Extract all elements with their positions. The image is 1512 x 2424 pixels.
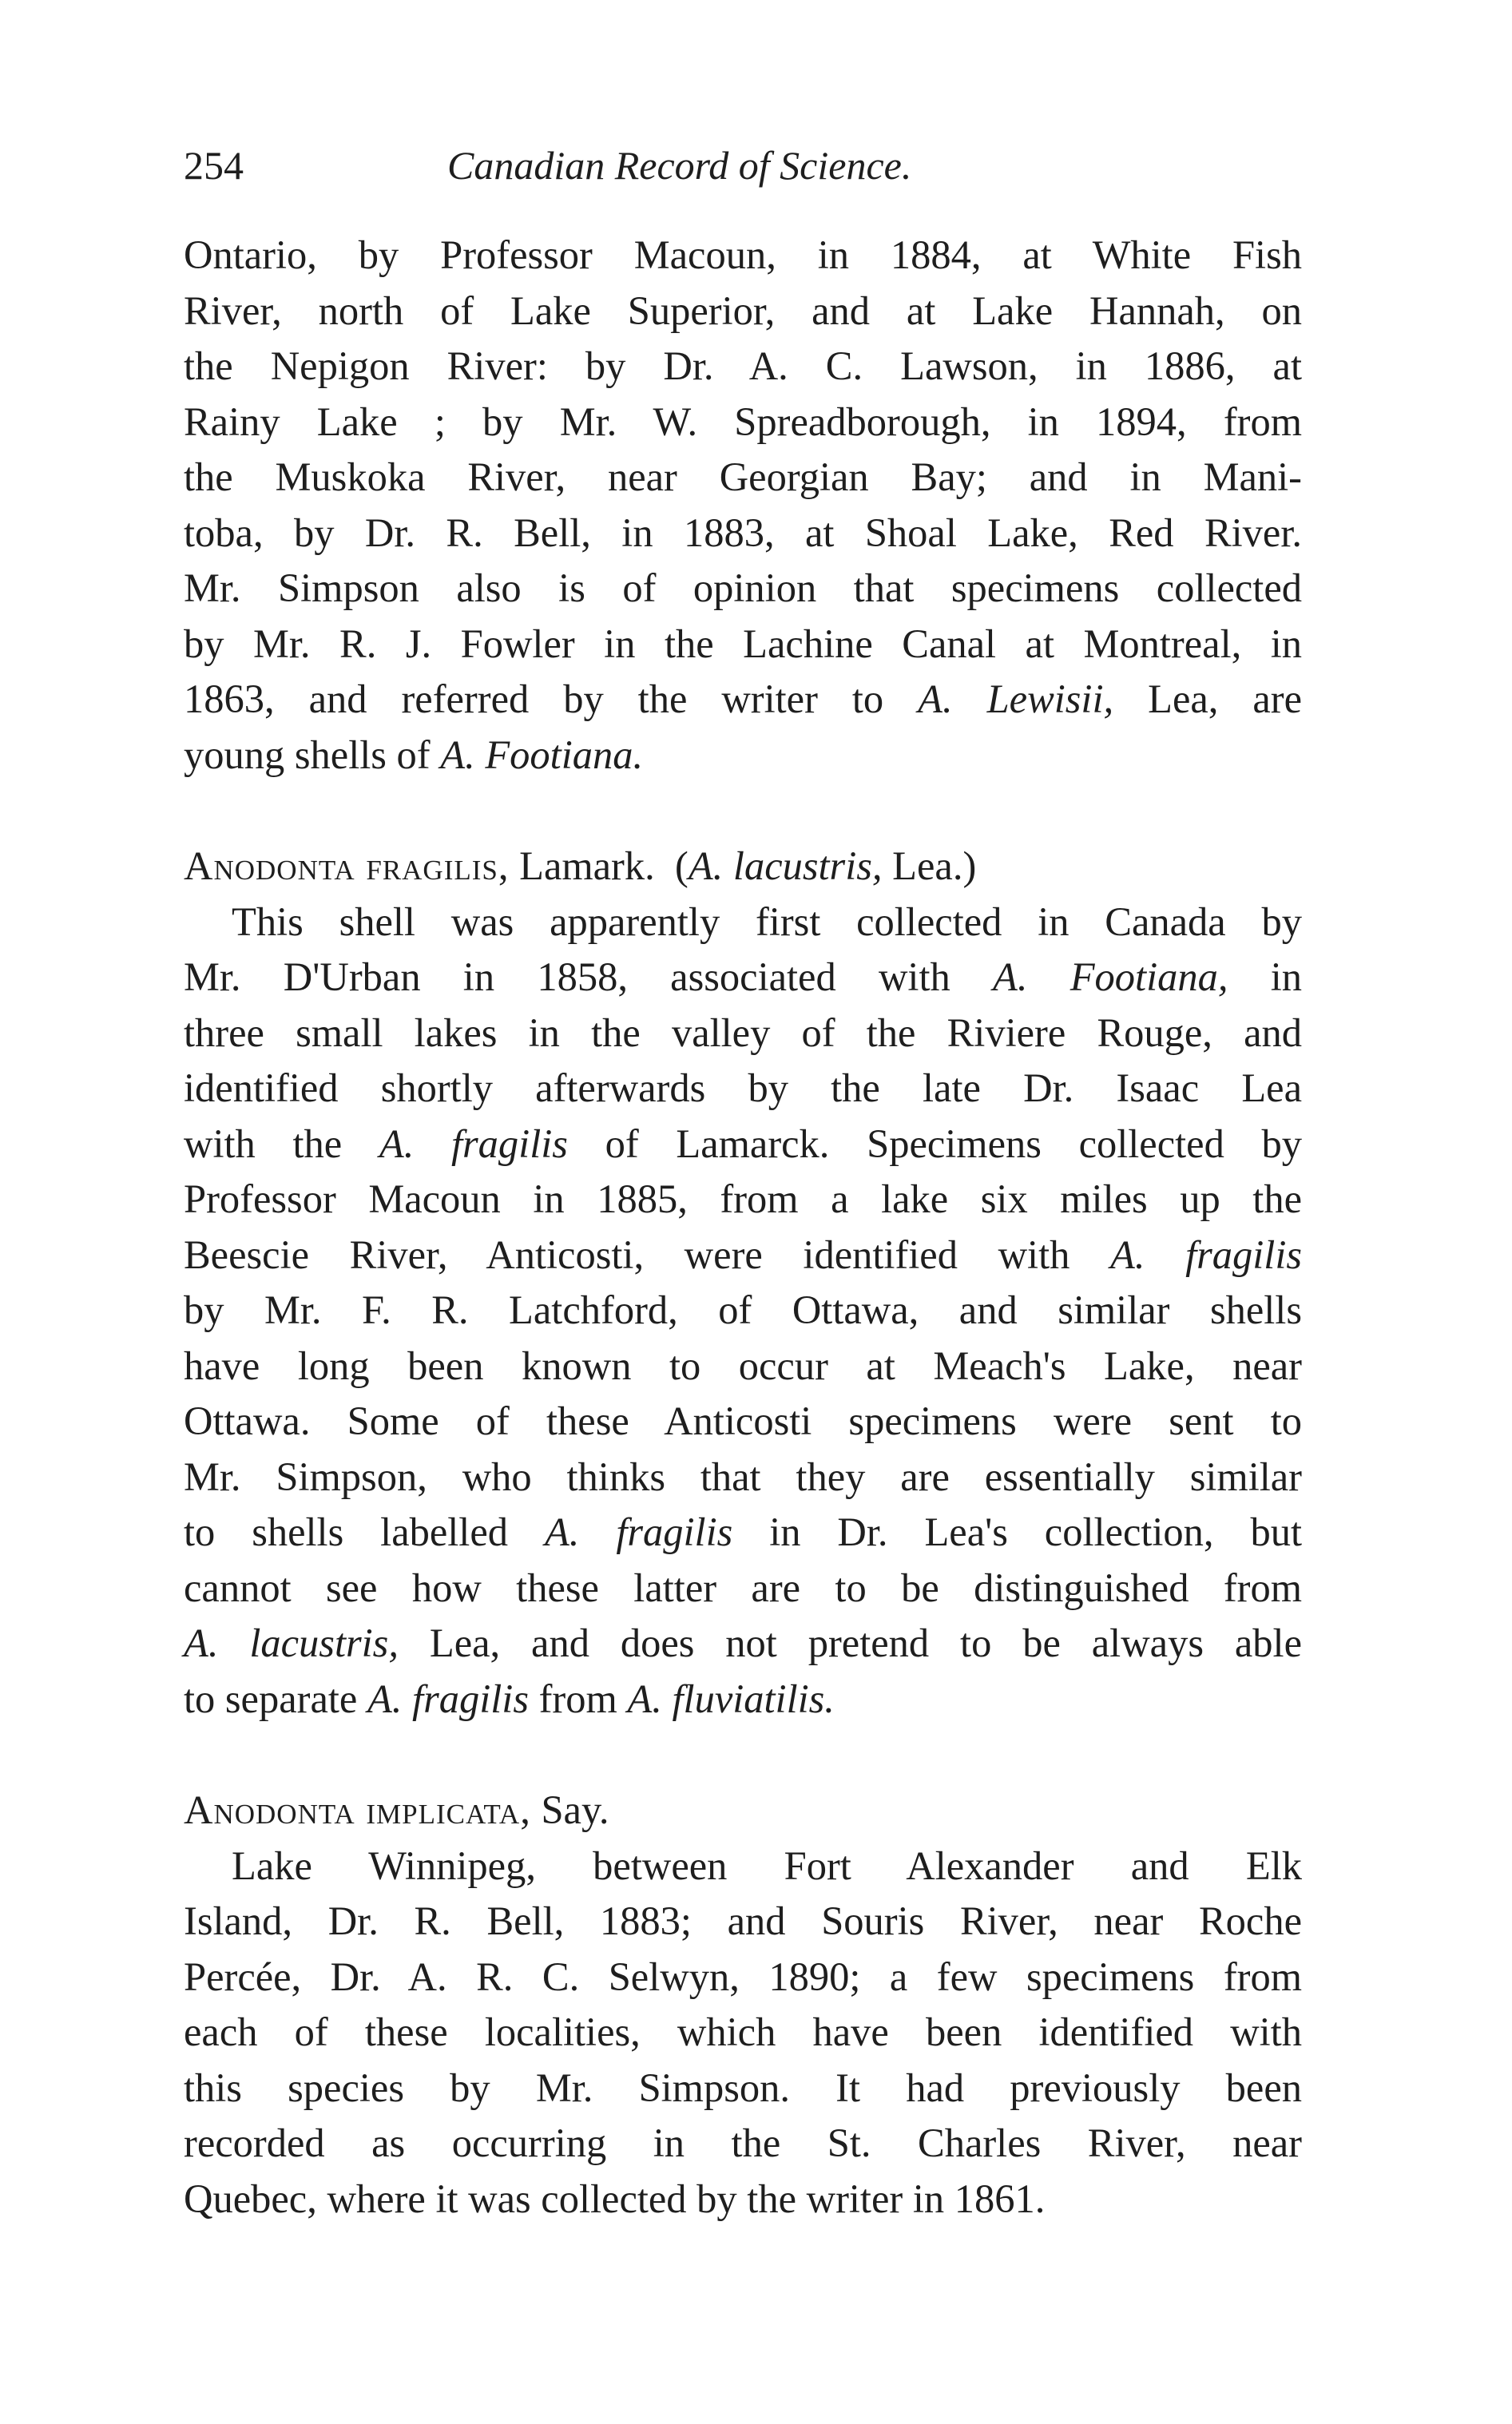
text-line: Quebec, where it was collected by the writer in 1861. [184, 2176, 1046, 2221]
text-fragment: Mr. D'Urban in 1858, associated with [184, 954, 950, 999]
text-fragment: in [1270, 954, 1303, 999]
text-fragment: of Lamarck. Specimens collected by [605, 1121, 1303, 1166]
text-line: the Nepigon River: by Dr. A. C. Lawson, in 1886, at [184, 343, 1302, 388]
text-fragment: with the [184, 1121, 343, 1166]
text-line: this species by Mr. Simpson. It had previously been [184, 2065, 1302, 2110]
text-line [184, 1228, 1302, 1283]
text-line: by Mr. R. J. Fowler in the Lachine Canal at Montreal, in [184, 621, 1302, 666]
section-heading-fragilis [184, 839, 1302, 895]
text-line: Lake Winnipeg, between Fort Alexander and Elk [232, 1843, 1302, 1888]
species-name: A. fragilis [367, 1676, 529, 1721]
text-line: Mr. Simpson, who thinks that they are essentially similar [184, 1454, 1302, 1499]
text-line: This shell was apparently first collected in Canada by [232, 899, 1302, 944]
page-body [184, 228, 1302, 2227]
page-header [184, 142, 1062, 198]
text-line [184, 728, 1302, 784]
text-line [184, 672, 1302, 728]
text-line: Professor Macoun in 1885, from a lake six miles up the [184, 1176, 1302, 1221]
paragraph-implicata [184, 1839, 1302, 2228]
text-line: each of these localities, which have been identified with [184, 2009, 1302, 2054]
running-title: Canadian Record of Science. [447, 143, 912, 188]
text-line [184, 1672, 1302, 1728]
species-name: A. Footiana, [992, 954, 1228, 999]
species-name: A. fragilis [544, 1510, 733, 1554]
text-line: Mr. Simpson also is of opinion that specimens collected [184, 565, 1302, 610]
text-line: three small lakes in the valley of the Riviere Rouge, and [184, 1010, 1302, 1055]
species-name: A. fragilis [379, 1121, 568, 1166]
text-line: Rainy Lake ; by Mr. W. Spreadborough, in 1894, from [184, 399, 1302, 444]
species-name: A. fluviatilis. [627, 1676, 835, 1721]
text-fragment: to shells labelled [184, 1510, 508, 1554]
heading-author: Lamark. [519, 843, 655, 888]
species-name: A. Footiana. [440, 732, 644, 777]
text-line: identified shortly afterwards by the late Dr. Isaac Lea [184, 1065, 1302, 1110]
text-line [184, 1117, 1302, 1172]
text-line: recorded as occurring in the St. Charles River, near [184, 2121, 1302, 2165]
text-line: toba, by Dr. R. Bell, in 1883, at Shoal Lake, Red River. [184, 510, 1302, 555]
species-name: A. Lewisii, [918, 676, 1114, 721]
text-line: Ontario, by Professor Macoun, in 1884, at White Fish [184, 232, 1302, 277]
text-fragment: from [538, 1676, 617, 1721]
text-line [184, 1616, 1302, 1672]
heading-author: Say. [541, 1787, 609, 1832]
text-line [184, 950, 1302, 1006]
text-fragment: Lea, and does not pretend to be always able [429, 1621, 1302, 1665]
species-name: A. fragilis [1109, 1232, 1303, 1277]
page-number: 254 [184, 143, 244, 188]
paragraph-continuation [184, 228, 1302, 783]
text-line: Island, Dr. R. Bell, 1883; and Souris River, near Roche [184, 1898, 1302, 1943]
text-fragment: 1863, and referred by the writer to [184, 676, 884, 721]
heading-synonym-close: Lea.) [892, 843, 977, 888]
text-fragment: young shells of [184, 732, 431, 777]
text-line: River, north of Lake Superior, and at Lake Hannah, on [184, 288, 1302, 333]
text-line: by Mr. F. R. Latchford, of Ottawa, and similar shells [184, 1287, 1302, 1332]
paragraph-fragilis [184, 895, 1302, 1728]
heading-synonym-open: ( [675, 843, 689, 888]
species-name: A. lacustris, [184, 1621, 399, 1665]
heading-genus: Anodonta implicata, [184, 1787, 531, 1832]
heading-genus: Anodonta fragilis, [184, 843, 510, 888]
text-line [184, 1505, 1302, 1561]
heading-synonym: A. lacustris, [688, 843, 883, 888]
section-heading-implicata [184, 1783, 1302, 1839]
text-fragment: Beescie River, Anticosti, were identified with [184, 1232, 1070, 1277]
text-line: the Muskoka River, near Georgian Bay; and in Mani- [184, 454, 1302, 499]
text-fragment: to separate [184, 1676, 358, 1721]
text-fragment: Lea, are [1148, 676, 1303, 721]
text-line: Ottawa. Some of these Anticosti specimens were sent to [184, 1398, 1302, 1443]
text-line: have long been known to occur at Meach's Lake, near [184, 1343, 1302, 1388]
text-line: Percée, Dr. A. R. C. Selwyn, 1890; a few specimens from [184, 1954, 1302, 1999]
text-line: cannot see how these latter are to be distinguished from [184, 1565, 1302, 1610]
text-fragment: in Dr. Lea's collection, but [769, 1510, 1303, 1554]
